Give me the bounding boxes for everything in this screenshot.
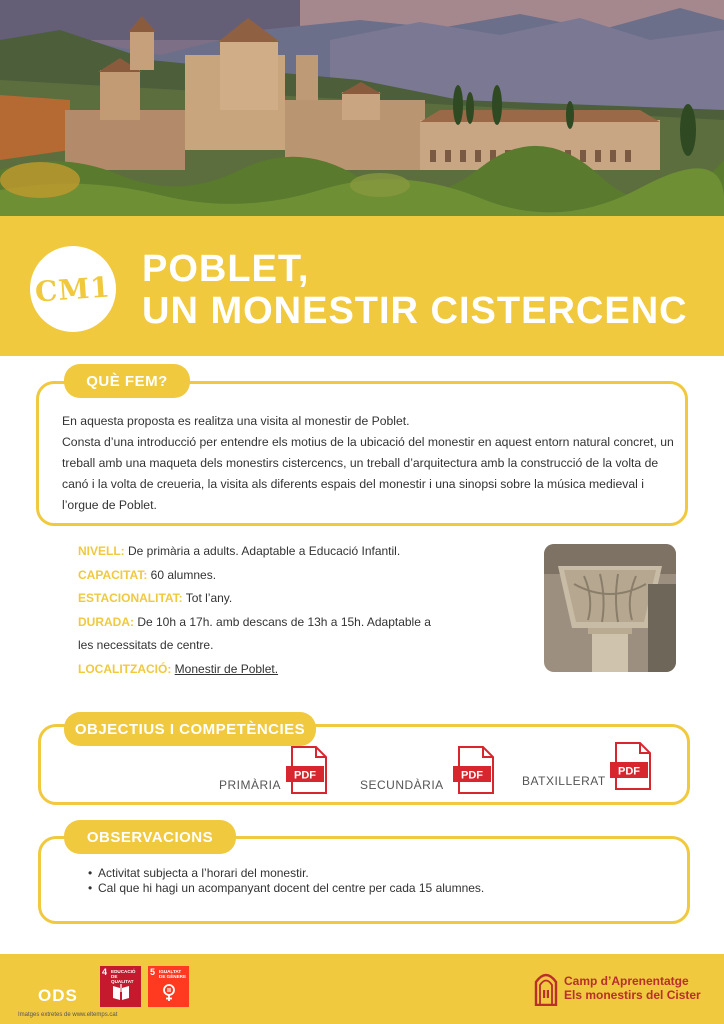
info-nivell xyxy=(78,540,448,564)
info-durada xyxy=(78,611,448,658)
que-fem-description xyxy=(62,411,678,516)
pdf-label-batxillerat: BATXILLERAT xyxy=(522,774,606,788)
que-fem-paragraph-2: Consta d’una introducció per entendre els motius de la ubicació del monestir en aquest entorn natural concret, un treball amb una maqueta dels monestirs cistercencs, un treball d’arquitectura amb la construcció de la volta de canó i la volta de creueria, la visita als diferents espais del monestir i una sinopsi sobre la música medieval i l’orgue de Poblet. xyxy=(62,435,674,512)
title-band xyxy=(0,216,724,356)
pdf-icon[interactable] xyxy=(286,746,328,794)
book-icon xyxy=(111,982,131,1002)
que-fem-heading: QUÈ FEM? xyxy=(64,364,190,398)
camp-name xyxy=(564,974,701,1002)
que-fem-paragraph-1: En aquesta proposta es realitza una visita al monestir de Poblet. xyxy=(62,414,410,428)
ods-label: ODS xyxy=(38,986,78,1005)
observacions-heading: OBSERVACIONS xyxy=(64,820,236,854)
sdg4-text: EDUCACIÓ DE QUALITAT xyxy=(111,969,136,984)
activity-code-badge xyxy=(30,246,116,332)
info-nivell-value: De primària a adults. Adaptable a Educació Infantil. xyxy=(124,544,401,558)
info-estacionalitat-label: ESTACIONALITAT: xyxy=(78,591,183,606)
pdf-icon-text: PDF xyxy=(618,765,640,778)
activity-info xyxy=(78,540,448,682)
info-localitzacio xyxy=(78,658,448,682)
list-item: • Cal que hi hagi un acompanyant docent del centre per cada 15 alumnes. xyxy=(88,881,668,896)
info-durada-value: De 10h a 17h. amb descans de 13h a 15h. Adaptable a les necessitats de centre. xyxy=(78,614,431,653)
pdf-icon[interactable] xyxy=(453,746,495,794)
info-nivell-label: NIVELL: xyxy=(78,544,125,558)
image-credit: Imatges extretes de www.eltemps.cat xyxy=(18,1012,118,1018)
camp-aprenentatge-logo xyxy=(534,970,701,1006)
pdf-icon-text: PDF xyxy=(294,769,316,782)
page-title-line1: POBLET, xyxy=(142,248,310,290)
pdf-icon[interactable] xyxy=(610,742,652,790)
pdf-label-primaria: PRIMÀRIA xyxy=(219,778,282,792)
info-capacitat-value: 60 alumnes. xyxy=(147,567,217,582)
activity-code: CM1 xyxy=(34,269,112,309)
pdf-link-batxillerat[interactable] xyxy=(522,774,606,788)
hero-photo-monastery xyxy=(0,0,724,216)
info-capacitat xyxy=(78,564,448,588)
localitzacio-link[interactable]: Monestir de Poblet. xyxy=(174,661,279,676)
info-localitzacio-label: LOCALITZACIÓ: xyxy=(78,661,172,676)
page-title-line2: UN MONESTIR CISTERCENC xyxy=(142,290,688,332)
camp-name-line2: Els monestirs del Cister xyxy=(564,988,701,1002)
info-durada-label: DURADA: xyxy=(78,614,134,629)
column-capital-photo xyxy=(544,544,676,672)
pdf-link-primaria[interactable] xyxy=(219,778,281,792)
info-capacitat-label: CAPACITAT: xyxy=(78,567,148,582)
camp-name-line1: Camp d’Aprenentatge xyxy=(564,974,689,988)
footer xyxy=(0,954,724,1024)
sdg5-number: 5 xyxy=(150,967,156,977)
gender-equality-icon xyxy=(159,982,179,1002)
sdg5-text: IGUALTAT DE GÈNERE xyxy=(159,969,187,979)
sdg4-quality-education-icon xyxy=(100,966,141,1007)
objectius-heading: OBJECTIUS I COMPETÈNCIES xyxy=(64,712,316,746)
pdf-label-secundaria: SECUNDÀRIA xyxy=(360,778,444,792)
monastery-arch-icon xyxy=(534,970,558,1006)
pdf-icon-text: PDF xyxy=(461,769,483,782)
pdf-link-secundaria[interactable] xyxy=(360,778,444,792)
sdg4-number: 4 xyxy=(102,967,108,977)
info-estacionalitat-value: Tot l’any. xyxy=(182,591,233,606)
info-estacionalitat xyxy=(78,587,448,611)
page-title xyxy=(142,248,688,332)
sdg5-gender-equality-icon xyxy=(148,966,189,1007)
observacions-list xyxy=(88,866,668,896)
list-item: • Activitat subjecta a l’horari del monestir. xyxy=(88,866,668,881)
